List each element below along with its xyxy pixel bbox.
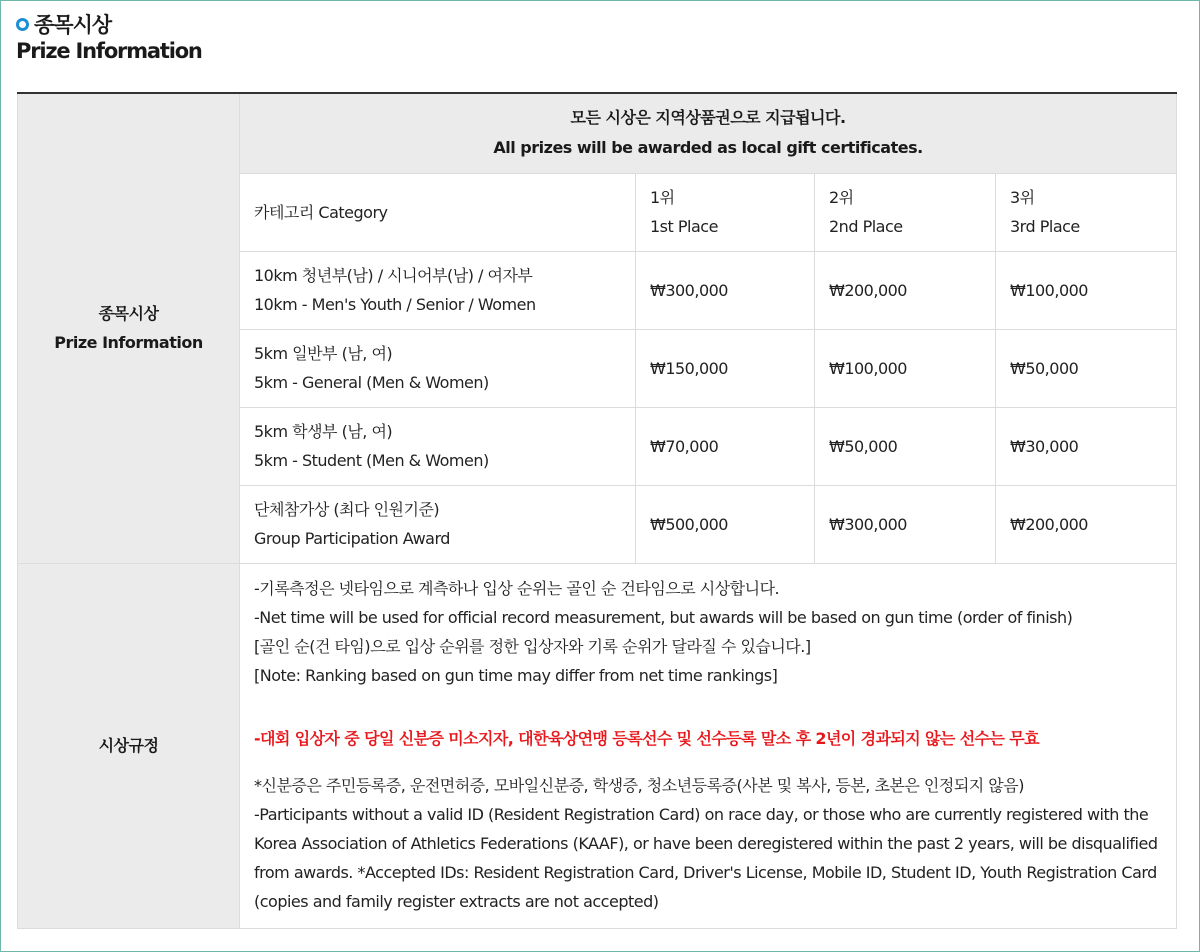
second-prize-cell: ₩300,000 [815, 485, 996, 563]
header-category: 카테고리 Category [240, 173, 636, 251]
third-prize-cell: ₩100,000 [996, 251, 1177, 329]
id-note-en: -Participants without a valid ID (Resident Registration Card) on race day, or those who are currently registered with the Korea Association of Athletics Federations (KAAF), or have been deregistered within the past 2 years, will be disqualified from awards. *Accepted IDs: Resident Registration Card, Driver's License, Mobile ID, Student ID, Youth Registration Card (copies and family register extracts are not accepted) [254, 804, 1158, 911]
prize-table [17, 92, 1177, 929]
first-prize-cell: ₩70,000 [636, 407, 815, 485]
prize-info-side-label: 종목시상 Prize Information [18, 93, 240, 563]
section-title-en: Prize Information [16, 39, 202, 63]
rules-line-4: [Note: Ranking based on gun time may differ from net time rankings] [254, 665, 778, 685]
second-prize-cell: ₩100,000 [815, 329, 996, 407]
category-cell: 10km 청년부(남) / 시니어부(남) / 여자부 10km - Men's Youth / Senior / Women [240, 251, 636, 329]
section-title-kr: 종목시상 [34, 13, 112, 37]
rules-line-1: -기록측정은 넷타임으로 계측하나 입상 순위는 골인 순 건타임으로 시상합니다. [254, 578, 780, 598]
first-prize-cell: ₩500,000 [636, 485, 815, 563]
disqualification-warning: -대회 입상자 중 당일 신분증 미소지자, 대한육상연맹 등록선수 및 선수등록 말소 후 2년이 경과되지 않는 선수는 무효 [254, 728, 1039, 748]
prize-notice-kr: 모든 시상은 지역상품권으로 지급됩니다. [570, 108, 846, 128]
third-prize-cell: ₩50,000 [996, 329, 1177, 407]
category-cell: 단체참가상 (최다 인원기준) Group Participation Award [240, 485, 636, 563]
first-prize-cell: ₩150,000 [636, 329, 815, 407]
id-note-kr: *신분증은 주민등록증, 운전면허증, 모바일신분증, 학생증, 청소년등록증(사본 및 복사, 등본, 초본은 인정되지 않음) [254, 775, 1024, 795]
rules-row [18, 563, 1177, 928]
rules-content [240, 563, 1177, 928]
second-prize-cell: ₩50,000 [815, 407, 996, 485]
section-heading [16, 10, 202, 64]
header-first-place: 1위 1st Place [636, 173, 815, 251]
rules-line-3: [골인 순(건 타임)으로 입상 순위를 정한 입상자와 기록 순위가 달라질 수 있습니다.] [254, 636, 811, 656]
rules-side-label: 시상규정 [18, 563, 240, 928]
category-cell: 5km 일반부 (남, 여) 5km - General (Men & Women) [240, 329, 636, 407]
third-prize-cell: ₩30,000 [996, 407, 1177, 485]
bullet-circle-icon [16, 18, 29, 31]
prize-notice [240, 93, 1177, 173]
second-prize-cell: ₩200,000 [815, 251, 996, 329]
category-cell: 5km 학생부 (남, 여) 5km - Student (Men & Women) [240, 407, 636, 485]
header-third-place: 3위 3rd Place [996, 173, 1177, 251]
prize-notice-en: All prizes will be awarded as local gift certificates. [493, 138, 923, 158]
first-prize-cell: ₩300,000 [636, 251, 815, 329]
header-second-place: 2위 2nd Place [815, 173, 996, 251]
third-prize-cell: ₩200,000 [996, 485, 1177, 563]
rules-line-2: -Net time will be used for official record measurement, but awards will be based on gun time (order of finish) [254, 607, 1073, 627]
